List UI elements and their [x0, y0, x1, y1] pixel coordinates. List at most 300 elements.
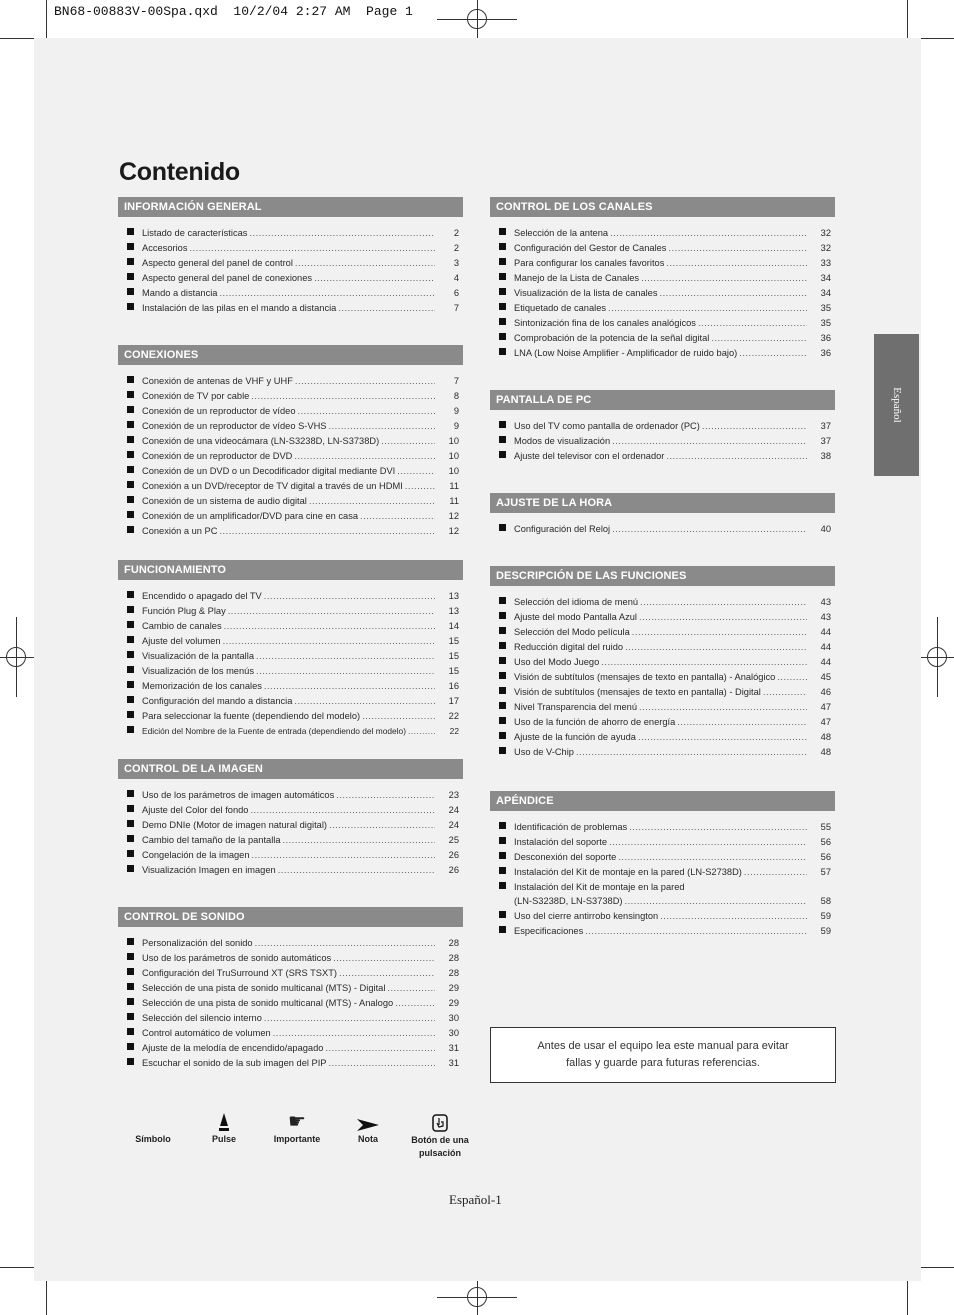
toc-entry-page: 36	[820, 347, 831, 358]
toc-entry-page: 30	[448, 1012, 459, 1023]
toc-entry	[142, 633, 459, 648]
toc-entry	[142, 388, 459, 403]
toc-entry	[514, 744, 831, 759]
section-header: PANTALLA DE PC	[490, 390, 835, 410]
leader-dots	[576, 747, 807, 757]
toc-entry-label: Selección del silencio interno	[142, 1012, 262, 1023]
print-slug: BN68-00883V-00Spa.qxd 10/2/04 2:27 AM Page 1	[54, 4, 413, 19]
crop-mark	[0, 38, 34, 39]
toc-entry-label: Selección de la antena	[514, 227, 609, 238]
toc-entry	[142, 285, 459, 300]
toc-entry-label: Personalización del sonido	[142, 937, 253, 948]
toc-entry-label: Ajuste del Color del fondo	[142, 804, 249, 815]
toc-entry	[514, 270, 831, 285]
bullet-icon	[127, 696, 134, 703]
toc-entry	[142, 832, 459, 847]
toc-entry	[142, 1025, 459, 1040]
section-header: FUNCIONAMIENTO	[118, 560, 463, 580]
toc-entry-page: 34	[820, 287, 831, 298]
bullet-icon	[127, 606, 134, 613]
toc-entry	[514, 894, 831, 909]
bullet-icon	[499, 732, 506, 739]
toc-entry-label: Para configurar los canales favoritos	[514, 257, 665, 268]
leader-dots	[711, 333, 807, 343]
press-icon	[204, 1108, 244, 1132]
toc-entry-page: 15	[448, 635, 459, 646]
toc-entry-label: Etiquetado de canales	[514, 302, 607, 313]
toc-entry	[514, 864, 831, 879]
leader-dots	[744, 867, 807, 877]
bullet-icon	[127, 968, 134, 975]
toc-entry-label: LNA (Low Noise Amplifier - Amplificador de ruido bajo)	[514, 347, 738, 358]
toc-entry-label: Listado de características	[142, 227, 248, 238]
leader-dots	[325, 1043, 435, 1053]
bullet-icon	[499, 672, 506, 679]
bullet-icon	[127, 1028, 134, 1035]
toc-entry-label: Uso del Modo Juego	[514, 656, 600, 667]
blank-icon	[128, 1108, 178, 1132]
toc-entry-label: Instalación del Kit de montaje en la pared (LN-S2738D)	[514, 866, 742, 877]
toc-entry-page: 31	[448, 1057, 459, 1068]
bullet-icon	[499, 597, 506, 604]
toc-entry	[142, 403, 459, 418]
toc-entry-page: 37	[820, 420, 831, 431]
toc-entry-label: Instalación de las pilas en el mando a distancia	[142, 302, 337, 313]
leader-dots	[283, 835, 435, 845]
toc-entry-label: Visualización de la lista de canales	[514, 287, 658, 298]
toc-entry-label: Edición del Nombre de la Fuente de entrada (dependiendo del modelo)	[142, 725, 406, 736]
toc-entry	[142, 1040, 459, 1055]
bullet-icon	[127, 421, 134, 428]
toc-entry	[514, 330, 831, 345]
leader-dots	[251, 391, 435, 401]
bullet-icon	[499, 451, 506, 458]
toc-entry-page: 44	[820, 641, 831, 652]
leader-dots	[256, 651, 435, 661]
toc-entry-label: Configuración del Reloj	[514, 523, 611, 534]
leader-dots	[610, 228, 807, 238]
bullet-icon	[127, 1013, 134, 1020]
leader-dots	[405, 481, 435, 491]
toc-entry-page: 9	[453, 405, 459, 416]
toc-entry	[142, 433, 459, 448]
section-header: CONTROL DE LA IMAGEN	[118, 759, 463, 779]
toc-entry-page: 28	[448, 952, 459, 963]
toc-entry-page: 59	[820, 910, 831, 921]
leader-dots	[408, 726, 435, 736]
bullet-icon	[127, 711, 134, 718]
bullet-icon	[127, 496, 134, 503]
toc-entry-page: 12	[448, 510, 459, 521]
toc-entry-page: 14	[448, 620, 459, 631]
toc-entry-label: Encendido o apagado del TV	[142, 590, 262, 601]
toc-entry-label: Configuración del Gestor de Canales	[514, 242, 667, 253]
toc-entry	[514, 448, 831, 463]
toc-entry	[514, 315, 831, 330]
toc-entry	[514, 240, 831, 255]
notice-box	[490, 1027, 836, 1083]
toc-entry-label: Sintonización fina de los canales analógicos	[514, 317, 696, 328]
legend-one-touch	[404, 1108, 476, 1160]
legend-press	[204, 1108, 244, 1144]
toc-entry	[142, 373, 459, 388]
toc-entry	[142, 493, 459, 508]
toc-entry-page: 56	[820, 836, 831, 847]
toc-entry-page: 36	[820, 332, 831, 343]
toc-entry-label: Cambio de canales	[142, 620, 222, 631]
crop-mark	[0, 1267, 34, 1268]
toc-entry-label: Ajuste de la melodía de encendido/apagado	[142, 1042, 324, 1053]
leader-dots	[219, 288, 435, 298]
leader-dots	[329, 820, 435, 830]
legend-label: Pulse	[211, 1134, 236, 1144]
toc-entry-label: Conexión a un DVD/receptor de TV digital a través de un HDMI	[142, 480, 403, 491]
toc-entry-page: 4	[453, 272, 459, 283]
toc-entry-label: Comprobación de la potencia de la señal digital	[514, 332, 710, 343]
toc-entry	[142, 723, 459, 738]
toc-entry-label: Conexión de un reproductor de vídeo	[142, 405, 296, 416]
bullet-icon	[127, 376, 134, 383]
leader-dots	[777, 672, 807, 682]
bullet-icon	[127, 288, 134, 295]
toc-entry-label: Identificación de problemas	[514, 821, 628, 832]
bullet-icon	[127, 820, 134, 827]
bullet-icon	[499, 642, 506, 649]
toc-entry-page: 6	[453, 287, 459, 298]
leader-dots	[608, 303, 807, 313]
leader-dots	[314, 273, 435, 283]
bullet-icon	[127, 953, 134, 960]
toc-entry	[514, 923, 831, 938]
toc-entry	[142, 240, 459, 255]
toc-entry-label: Conexión de un DVD o un Decodificador digital mediante DVI	[142, 465, 396, 476]
leader-dots	[739, 348, 807, 358]
toc-entry	[514, 225, 831, 240]
leader-dots	[333, 953, 435, 963]
toc-entry-page: 25	[448, 834, 459, 845]
toc-entry-page: 22	[449, 725, 459, 736]
toc-entry-label: Configuración del mando a distancia	[142, 695, 293, 706]
toc-entry-page: 3	[453, 257, 459, 268]
bullet-icon	[127, 636, 134, 643]
bullet-icon	[499, 687, 506, 694]
toc-entry	[514, 624, 831, 639]
page-number: Español-1	[449, 1192, 502, 1207]
leader-dots	[618, 852, 807, 862]
bullet-icon	[127, 591, 134, 598]
toc-entry-page: 56	[820, 851, 831, 862]
leader-dots	[395, 998, 435, 1008]
toc-entry-label: Ajuste de la función de ayuda	[514, 731, 636, 742]
leader-dots	[264, 1013, 435, 1023]
bullet-icon	[499, 243, 506, 250]
toc-entry-page: 59	[820, 925, 831, 936]
bullet-icon	[499, 318, 506, 325]
toc-entry-label: Especificaciones	[514, 925, 584, 936]
toc-entry-page: 31	[448, 1042, 459, 1053]
toc-entry	[142, 300, 459, 315]
toc-entry-label: Ajuste del televisor con el ordenador	[514, 450, 665, 461]
toc-entry	[514, 594, 831, 609]
leader-dots	[702, 421, 807, 431]
toc-entry-label: Conexión de un reproductor de vídeo S-VHS	[142, 420, 327, 431]
toc-entry-page: 43	[820, 596, 831, 607]
bullet-icon	[499, 657, 506, 664]
toc-entry	[142, 603, 459, 618]
toc-entry	[514, 669, 831, 684]
legend-note	[348, 1108, 388, 1144]
toc-entry-page: 24	[448, 819, 459, 830]
toc-entry	[514, 908, 831, 923]
bullet-icon	[127, 511, 134, 518]
leader-dots	[625, 642, 807, 652]
bullet-icon	[127, 258, 134, 265]
page-title: Contenido	[119, 158, 240, 186]
crop-mark	[907, 0, 908, 38]
toc-entry-label: Manejo de la Lista de Canales	[514, 272, 640, 283]
toc-entry-label: Aspecto general del panel de control	[142, 257, 293, 268]
toc-entry	[142, 478, 459, 493]
toc-entry-label: Ajuste del modo Pantalla Azul	[514, 611, 638, 622]
leader-dots	[329, 421, 436, 431]
bullet-icon	[499, 822, 506, 829]
toc-entry	[142, 648, 459, 663]
toc-entry-page: 45	[820, 671, 831, 682]
toc-entry	[142, 980, 459, 995]
toc-entry	[514, 879, 831, 894]
leader-dots	[189, 243, 435, 253]
legend-label: Importante	[273, 1134, 321, 1144]
toc-entry	[514, 609, 831, 624]
toc-entry-label: Uso del TV como pantalla de ordenador (PC)	[514, 420, 700, 431]
toc-entry-page: 57	[820, 866, 831, 877]
toc-entry-page: 44	[820, 656, 831, 667]
toc-entry	[142, 935, 459, 950]
toc-entry-label: Visualización de los menús	[142, 665, 254, 676]
toc-entry-label: Conexión de un amplificador/DVD para cine en casa	[142, 510, 359, 521]
toc-entry-label: Configuración del TruSurround XT (SRS TSXT)	[142, 967, 337, 978]
bullet-icon	[127, 681, 134, 688]
toc-entry	[514, 300, 831, 315]
bullet-icon	[127, 1043, 134, 1050]
bullet-icon	[499, 702, 506, 709]
leader-dots	[309, 496, 435, 506]
toc-entry-page: 47	[820, 716, 831, 727]
one-touch-button-icon	[404, 1108, 476, 1132]
toc-entry-label: Conexión de TV por cable	[142, 390, 250, 401]
leader-dots	[294, 696, 435, 706]
bullet-icon	[499, 867, 506, 874]
leader-dots	[601, 657, 807, 667]
toc-entry-page: 8	[453, 390, 459, 401]
toc-entry-page: 34	[820, 272, 831, 283]
toc-entry-page: 10	[448, 465, 459, 476]
toc-entry	[142, 448, 459, 463]
toc-entry-page: 16	[448, 680, 459, 691]
leader-dots	[336, 790, 435, 800]
bullet-icon	[499, 747, 506, 754]
leader-dots	[294, 451, 435, 461]
toc-entry-page: 28	[448, 967, 459, 978]
toc-entry-label: Ajuste del volumen	[142, 635, 221, 646]
toc-entry-page: 48	[820, 746, 831, 757]
registration-line	[937, 617, 938, 697]
legend-label: Botón de una pulsación	[411, 1135, 469, 1158]
leader-dots	[219, 526, 435, 536]
toc-entry	[142, 1055, 459, 1070]
language-tab	[874, 334, 919, 476]
legend-symbol	[128, 1108, 178, 1144]
leader-dots	[273, 1028, 435, 1038]
bullet-icon	[127, 865, 134, 872]
toc-entry-page: 55	[820, 821, 831, 832]
toc-entry-label: Uso de los parámetros de sonido automáticos	[142, 952, 332, 963]
crop-mark	[921, 1267, 954, 1268]
bullet-icon	[499, 333, 506, 340]
bullet-icon	[499, 717, 506, 724]
section-header: AJUSTE DE LA HORA	[490, 493, 835, 513]
toc-entry	[142, 588, 459, 603]
bullet-icon	[127, 998, 134, 1005]
toc-entry	[142, 708, 459, 723]
crop-mark	[921, 38, 954, 39]
legend-label: Nota	[358, 1134, 378, 1144]
toc-entry	[142, 693, 459, 708]
toc-entry-page: 13	[448, 605, 459, 616]
leader-dots	[763, 687, 807, 697]
toc-entry	[514, 714, 831, 729]
toc-entry	[514, 433, 831, 448]
bullet-icon	[499, 228, 506, 235]
toc-entry-page: 24	[448, 804, 459, 815]
toc-entry-page: 15	[448, 650, 459, 661]
toc-entry	[514, 418, 831, 433]
toc-entry-label: Conexión de una videocámara (LN-S3238D, LN-S3738D)	[142, 435, 380, 446]
leader-dots	[612, 436, 807, 446]
toc-entry-label: Cambio del tamaño de la pantalla	[142, 834, 281, 845]
leader-dots	[609, 837, 807, 847]
bullet-icon	[499, 926, 506, 933]
toc-entry	[142, 965, 459, 980]
toc-entry	[514, 834, 831, 849]
toc-entry	[142, 995, 459, 1010]
leader-dots	[264, 591, 435, 601]
toc-entry	[142, 508, 459, 523]
toc-entry-page: 7	[453, 302, 459, 313]
toc-entry	[142, 255, 459, 270]
leader-dots	[381, 436, 435, 446]
toc-entry-page: 40	[820, 523, 831, 534]
leader-dots	[698, 318, 807, 328]
bullet-icon	[127, 451, 134, 458]
bullet-icon	[127, 273, 134, 280]
toc-entry-page: 2	[453, 242, 459, 253]
bullet-icon	[127, 651, 134, 658]
toc-entry-page: 28	[448, 937, 459, 948]
leader-dots	[339, 968, 435, 978]
bullet-icon	[127, 938, 134, 945]
toc-entry	[514, 684, 831, 699]
toc-entry-label: Selección del Modo película	[514, 626, 630, 637]
leader-dots	[256, 666, 435, 676]
toc-entry-label: Uso de los parámetros de imagen automáticos	[142, 789, 335, 800]
toc-entry-label: Reducción digital del ruido	[514, 641, 624, 652]
toc-entry	[142, 463, 459, 478]
bullet-icon	[127, 466, 134, 473]
toc-entry-page: 35	[820, 317, 831, 328]
bullet-icon	[499, 852, 506, 859]
bullet-icon	[127, 805, 134, 812]
toc-entry-page: 35	[820, 302, 831, 313]
bullet-icon	[499, 911, 506, 918]
toc-entry	[142, 1010, 459, 1025]
toc-entry-page: 10	[448, 450, 459, 461]
toc-entry	[142, 787, 459, 802]
toc-entry-label: Instalación del Kit de montaje en la pared	[514, 881, 685, 892]
leader-dots	[360, 511, 435, 521]
toc-entry	[142, 418, 459, 433]
leader-dots	[250, 805, 435, 815]
leader-dots	[264, 681, 435, 691]
toc-entry-page: 37	[820, 435, 831, 446]
bullet-icon	[127, 621, 134, 628]
section-header: DESCRIPCIÓN DE LAS FUNCIONES	[490, 566, 835, 586]
leader-dots	[639, 702, 807, 712]
toc-entry-page: 46	[820, 686, 831, 697]
leader-dots	[252, 850, 435, 860]
notice-line: fallas y guarde para futuras referencias.	[566, 1057, 760, 1069]
toc-entry-label: Instalación del soporte	[514, 836, 608, 847]
bullet-icon	[127, 406, 134, 413]
toc-entry-page: 26	[448, 864, 459, 875]
toc-entry	[142, 618, 459, 633]
toc-entry-page: 29	[448, 982, 459, 993]
bullet-icon	[127, 481, 134, 488]
toc-entry-label: Congelación de la imagen	[142, 849, 250, 860]
toc-entry	[514, 255, 831, 270]
toc-entry	[514, 819, 831, 834]
bullet-icon	[127, 983, 134, 990]
section-header: CONEXIONES	[118, 345, 463, 365]
leader-dots	[641, 273, 807, 283]
leader-dots	[677, 717, 807, 727]
leader-dots	[387, 983, 435, 993]
toc-entry-label: Selección de una pista de sonido multicanal (MTS) - Digital	[142, 982, 386, 993]
toc-entry-page: 58	[820, 896, 831, 906]
toc-entry-page: 43	[820, 611, 831, 622]
toc-entry-label: Uso de V-Chip	[514, 746, 574, 757]
leader-dots	[338, 303, 435, 313]
leader-dots	[295, 376, 435, 386]
toc-entry	[514, 849, 831, 864]
bullet-icon	[127, 1058, 134, 1065]
leader-dots	[585, 926, 807, 936]
toc-entry	[142, 270, 459, 285]
leader-dots	[640, 597, 807, 607]
toc-entry	[142, 862, 459, 877]
leader-dots	[638, 732, 807, 742]
leader-dots	[228, 606, 435, 616]
leader-dots	[329, 1058, 436, 1068]
toc-entry-label: Modos de visualización	[514, 435, 611, 446]
registration-line	[0, 657, 34, 658]
toc-entry-label: Memorización de los canales	[142, 680, 262, 691]
toc-entry	[514, 639, 831, 654]
legend-label: Símbolo	[135, 1134, 171, 1144]
toc-entry	[142, 817, 459, 832]
leader-dots	[224, 621, 435, 631]
toc-entry	[142, 523, 459, 538]
